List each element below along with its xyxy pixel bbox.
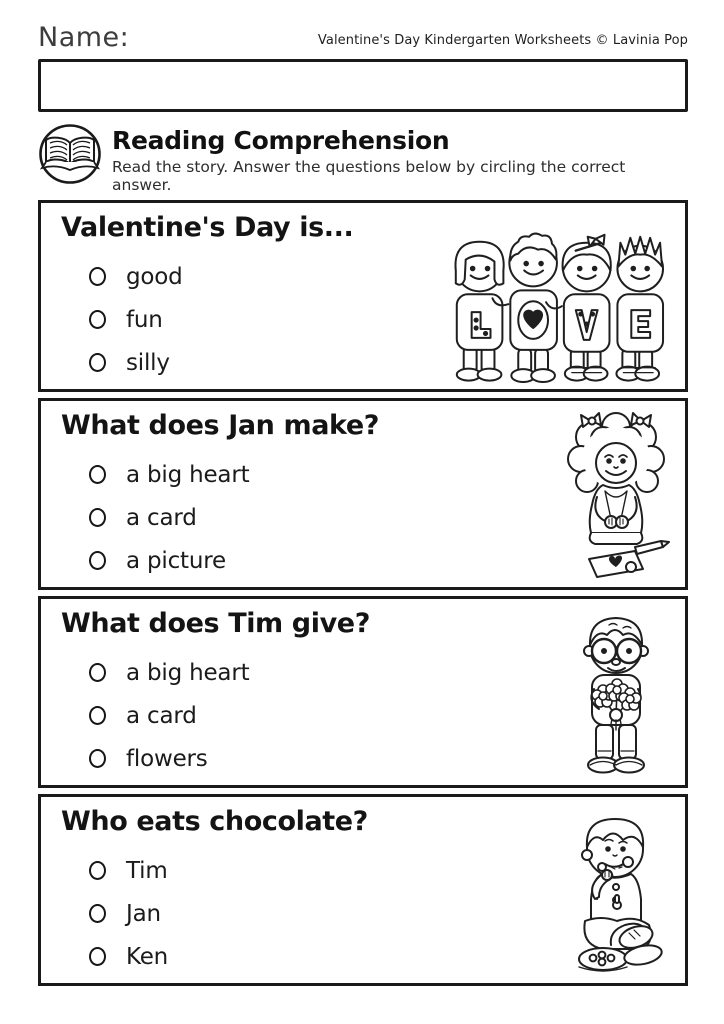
answer-label: a card: [126, 504, 197, 531]
answer-label: a card: [126, 702, 197, 729]
ken-eating-chocolate-illustration: [555, 807, 673, 979]
answer-label: fun: [126, 306, 163, 333]
answer-circle-icon[interactable]: [89, 353, 106, 372]
answer-circle-icon[interactable]: [89, 904, 106, 923]
answer-circle-icon[interactable]: [89, 749, 106, 768]
question-title: Who eats chocolate?: [61, 806, 368, 837]
answer-label: Jan: [126, 900, 161, 927]
name-input-box[interactable]: [38, 59, 688, 112]
page-header: [38, 22, 688, 53]
answer-label: flowers: [126, 745, 208, 772]
section-instructions: Read the story. Answer the questions below by circling the correct answer.: [112, 158, 626, 194]
question-title: What does Jan make?: [61, 410, 380, 441]
jan-making-card-illustration: [561, 407, 673, 585]
love-kids-illustration: [431, 211, 669, 385]
answer-circle-icon[interactable]: [89, 663, 106, 682]
answer-circle-icon[interactable]: [89, 267, 106, 286]
answer-circle-icon[interactable]: [89, 310, 106, 329]
answer-circle-icon[interactable]: [89, 706, 106, 725]
question-title: Valentine's Day is...: [61, 212, 354, 243]
section-header: [38, 124, 688, 194]
question-card-1: [38, 200, 688, 392]
question-card-3: [38, 596, 688, 788]
answer-label: a big heart: [126, 659, 250, 686]
name-label: Name:: [38, 22, 130, 53]
question-title: What does Tim give?: [61, 608, 370, 639]
answer-label: good: [126, 263, 183, 290]
answer-circle-icon[interactable]: [89, 861, 106, 880]
worksheet-credit: Valentine's Day Kindergarten Worksheets © Lavinia Pop: [317, 33, 688, 48]
answer-label: a big heart: [126, 461, 250, 488]
open-book-icon: [38, 124, 102, 184]
answer-circle-icon[interactable]: [89, 551, 106, 570]
answer-circle-icon[interactable]: [89, 947, 106, 966]
question-card-2: [38, 398, 688, 590]
answer-label: Tim: [126, 857, 168, 884]
answer-label: silly: [126, 349, 170, 376]
tim-with-flowers-illustration: [565, 605, 667, 783]
answer-label: a picture: [126, 547, 226, 574]
answer-circle-icon[interactable]: [89, 508, 106, 527]
answer-label: Ken: [126, 943, 169, 970]
answer-circle-icon[interactable]: [89, 465, 106, 484]
section-title: Reading Comprehension: [112, 126, 450, 155]
question-card-4: [38, 794, 688, 986]
